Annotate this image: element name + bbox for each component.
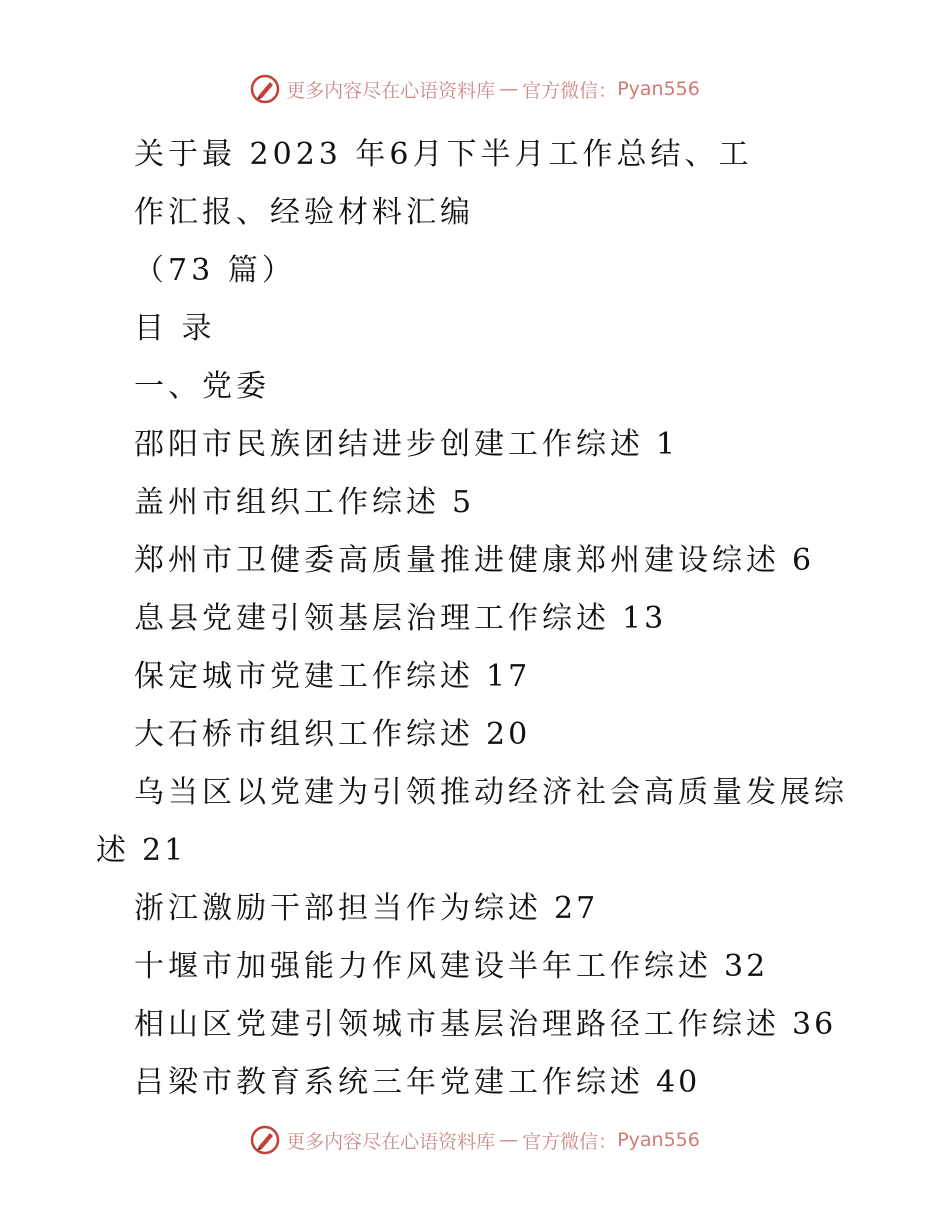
toc-entry-page: 17: [486, 659, 531, 694]
toc-entry-title: 郑州市卫健委高质量推进健康郑州建设综述: [134, 543, 780, 578]
header-watermark: [0, 74, 950, 104]
toc-entry[interactable]: [0, 474, 950, 532]
toc-entry-page: 32: [724, 949, 769, 984]
toc-entry[interactable]: [0, 880, 950, 938]
toc-entry-page: 20: [486, 717, 531, 752]
toc-entry-page: 40: [656, 1065, 701, 1100]
watermark-official: 官方微信：: [522, 1130, 618, 1153]
toc-entry-page: 1: [656, 427, 679, 462]
toc-entry-page: 27: [554, 891, 599, 926]
toc-heading: 目 录: [134, 311, 216, 346]
toc-entry[interactable]: [0, 996, 950, 1054]
watermark-wechat-id: Pyan556: [617, 78, 700, 100]
toc-entry-page: 36: [792, 1007, 837, 1042]
toc-entry[interactable]: [0, 532, 950, 590]
toc-entry-page: 21: [142, 833, 187, 868]
toc-entry-title: 吕梁市教育系统三年党建工作综述: [134, 1065, 644, 1100]
toc-entry-title: 息县党建引领基层治理工作综述: [134, 601, 610, 636]
toc-entry-title: 保定城市党建工作综述: [134, 659, 474, 694]
toc-entry-title: 相山区党建引领城市基层治理路径工作综述: [134, 1007, 780, 1042]
section-heading: 一、党委: [134, 369, 270, 404]
toc-entry-title: 十堰市加强能力作风建设半年工作综述: [134, 949, 712, 984]
pen-circle-logo-icon: [250, 1125, 280, 1155]
toc-entry-title: 邵阳市民族团结进步创建工作综述: [134, 427, 644, 462]
toc-entry[interactable]: [0, 648, 950, 706]
toc-entry-page: 13: [622, 601, 667, 636]
toc-entry-title: 大石桥市组织工作综述: [134, 717, 474, 752]
watermark-official: 官方微信：: [522, 79, 618, 102]
pen-circle-logo-icon: [250, 74, 280, 104]
toc-entry-title: 浙江激励干部担当作为综述: [134, 891, 542, 926]
watermark-separator: —: [499, 78, 519, 100]
toc-entry[interactable]: [0, 706, 950, 764]
document-body: [0, 126, 950, 1112]
toc-entry[interactable]: [0, 1054, 950, 1112]
doc-title-line-2: 作汇报、经验材料汇编: [134, 195, 474, 230]
watermark-text: 更多内容尽在心语资料库: [286, 79, 496, 102]
doc-count: （73 篇）: [134, 253, 296, 288]
doc-title-line-1: 关于最 2023 年6月下半月工作总结、工: [134, 137, 753, 172]
toc-entry-title: 盖州市组织工作综述: [134, 485, 440, 520]
toc-entry-page: 5: [452, 485, 475, 520]
watermark-text: 更多内容尽在心语资料库: [286, 1130, 496, 1153]
toc-entry[interactable]: [0, 764, 950, 822]
toc-entry-title-cont: 述: [96, 833, 130, 868]
toc-entry[interactable]: [0, 938, 950, 996]
footer-watermark: [0, 1125, 950, 1155]
toc-entry[interactable]: [0, 590, 950, 648]
toc-entry[interactable]: [0, 416, 950, 474]
toc-entry-continuation[interactable]: [0, 822, 950, 880]
toc-entry-title: 乌当区以党建为引领推动经济社会高质量发展综: [134, 775, 848, 810]
watermark-separator: —: [499, 1129, 519, 1151]
toc-entry-page: 6: [792, 543, 815, 578]
watermark-wechat-id: Pyan556: [617, 1129, 700, 1151]
